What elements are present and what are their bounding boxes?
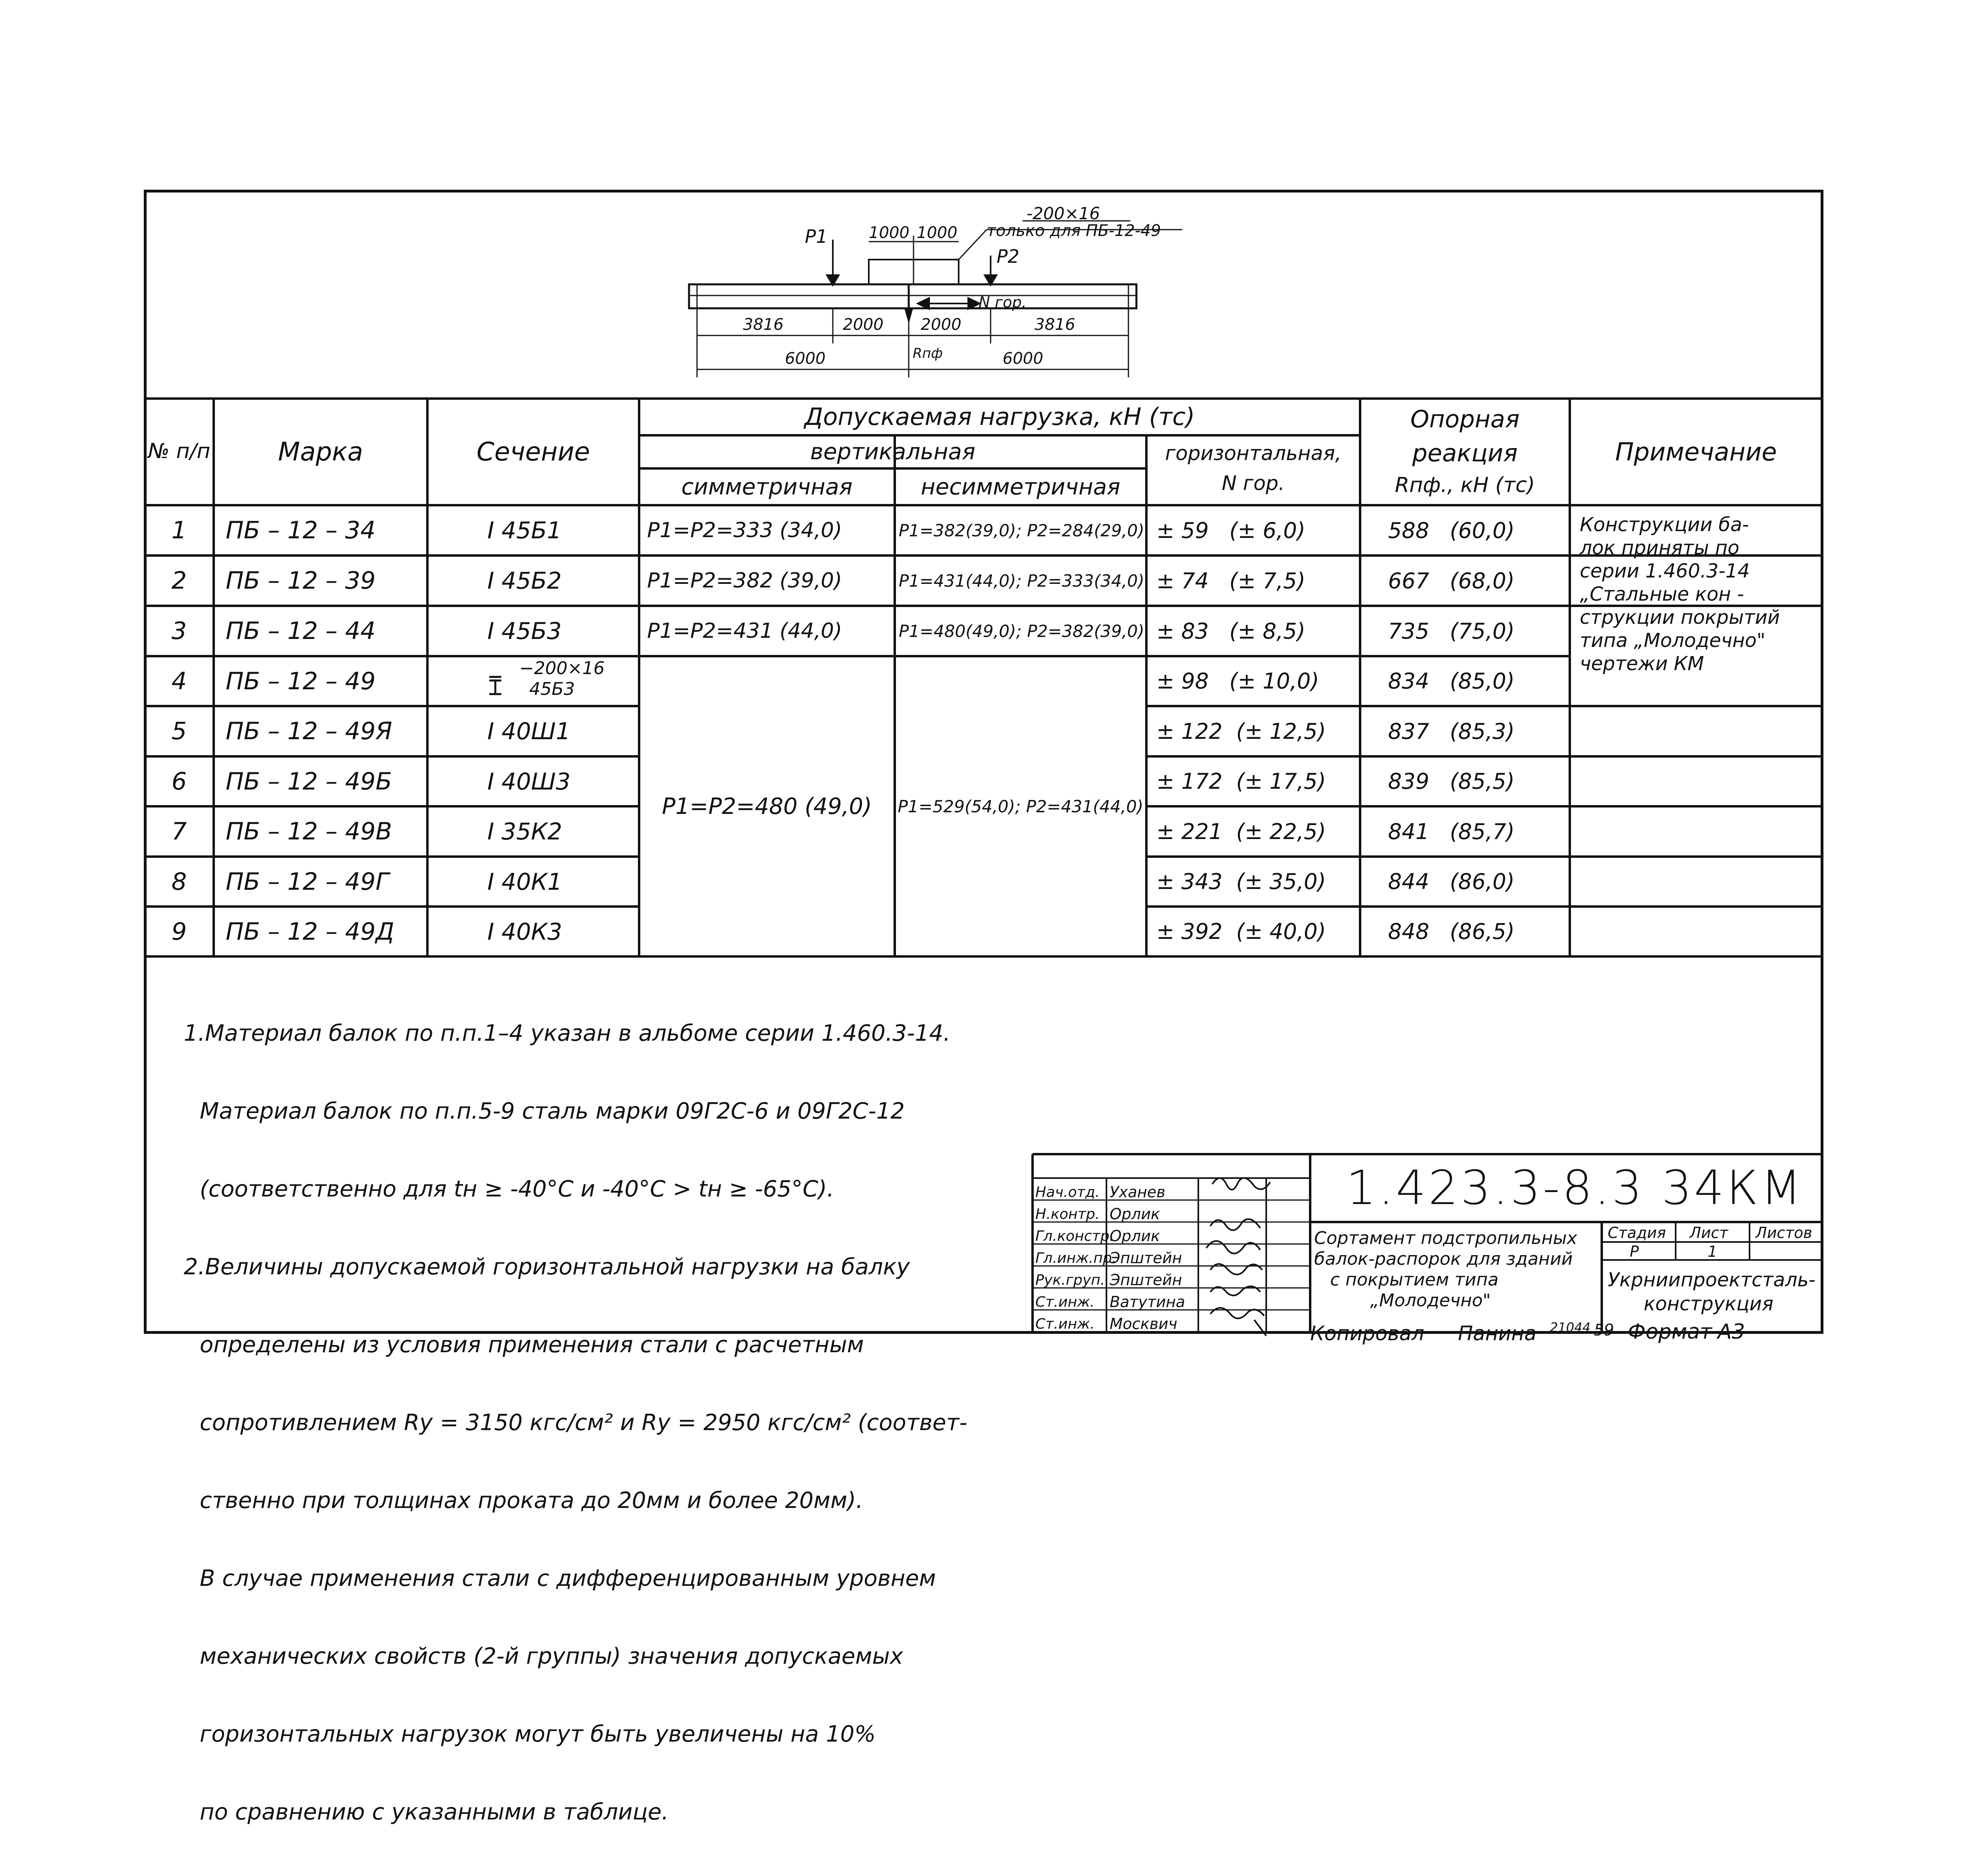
row3-react: 735 (75,0) xyxy=(1388,618,1515,644)
header-allowed-load: Допускаемая нагрузка, кН (тс) xyxy=(804,403,1195,431)
remark-line: серии 1.460.3-14 xyxy=(1580,560,1750,582)
p2-label: P2 xyxy=(997,246,1020,267)
title-roles xyxy=(1035,1181,1116,1335)
row1-hor: ± 59 (± 6,0) xyxy=(1156,518,1306,543)
note-line: механических свойств (2-й группы) значения допускаемых xyxy=(200,1643,903,1669)
description-line: „Молодечно" xyxy=(1370,1290,1491,1311)
row8-hor: ± 343 (± 35,0) xyxy=(1156,869,1326,894)
sheet-label: Лист xyxy=(1690,1224,1728,1242)
row6-mark: ПБ – 12 – 49Б xyxy=(226,767,392,796)
person-name: Ватутина xyxy=(1110,1293,1185,1311)
header-reaction-2: реакция xyxy=(1412,439,1518,467)
row6-section: I 40Ш3 xyxy=(487,768,571,795)
dim-1000b: 1000 xyxy=(917,224,957,242)
footer-copied-label: Копировал xyxy=(1310,1322,1424,1345)
row9-mark: ПБ – 12 – 49Д xyxy=(226,917,395,946)
dim-2000-left: 2000 xyxy=(843,315,884,334)
row8-section: I 40К1 xyxy=(487,868,562,895)
row3-hor: ± 83 (± 8,5) xyxy=(1156,618,1306,644)
row9-react: 848 (86,5) xyxy=(1388,919,1515,944)
role-label: Н.контр. xyxy=(1035,1206,1100,1222)
person-name: Эпштейн xyxy=(1110,1249,1182,1267)
note-line: 2.Величины допускаемой горизонтальной нагрузки на балку xyxy=(184,1254,910,1280)
header-num: № п/п xyxy=(148,439,211,463)
row9-num: 9 xyxy=(171,917,187,946)
row7-hor: ± 221 (± 22,5) xyxy=(1156,819,1326,844)
note-line: сопротивлением Ry = 3150 кгс/см² и Ry = 2950 кгс/см² (соответ- xyxy=(200,1410,967,1436)
row2-num: 2 xyxy=(171,567,187,595)
title-names xyxy=(1110,1181,1185,1335)
row2-asym: P1=431(44,0); P2=333(34,0) xyxy=(899,571,1144,591)
note-line: В случае применения стали с дифференцированным уровнем xyxy=(200,1565,936,1591)
dim-3816-left: 3816 xyxy=(743,315,784,334)
footer-copier: Панина xyxy=(1458,1322,1537,1345)
description-line: Сортамент подстропильных xyxy=(1314,1228,1577,1248)
row8-react: 844 (86,0) xyxy=(1388,869,1515,894)
row5-mark: ПБ – 12 – 49Я xyxy=(226,717,392,745)
row6-hor: ± 172 (± 17,5) xyxy=(1156,769,1326,794)
person-name: Уханев xyxy=(1110,1183,1166,1201)
row2-mark: ПБ – 12 – 39 xyxy=(226,567,376,595)
header-asymmetric: несимметричная xyxy=(921,474,1120,500)
row5-react: 837 (85,3) xyxy=(1388,718,1515,744)
stage-label: Стадия xyxy=(1608,1224,1666,1242)
row2-hor: ± 74 (± 7,5) xyxy=(1156,568,1306,593)
dim-6000-right: 6000 xyxy=(1003,349,1043,368)
note-line: Материал балок по п.п.5-9 сталь марки 09Г2С-6 и 09Г2С-12 xyxy=(200,1098,905,1124)
row7-mark: ПБ – 12 – 49В xyxy=(226,817,392,845)
row9-hor: ± 392 (± 40,0) xyxy=(1156,919,1326,944)
row1-num: 1 xyxy=(171,516,187,544)
header-mark: Марка xyxy=(278,437,363,467)
dim-3816-right: 3816 xyxy=(1035,315,1075,334)
row1-asym: P1=382(39,0); P2=284(29,0) xyxy=(899,520,1144,540)
header-symmetric: симметричная xyxy=(681,474,853,500)
remark-line: типа „Молодечно" xyxy=(1580,629,1766,652)
note-line: ственно при толщинах проката до 20мм и более 20мм). xyxy=(200,1488,863,1514)
row3-sym: P1=P2=431 (44,0) xyxy=(647,619,842,643)
footer-order: 21044 xyxy=(1550,1320,1591,1335)
remark-text xyxy=(1580,513,1780,675)
row2-sym: P1=P2=382 (39,0) xyxy=(647,569,842,593)
role-label: Гл.инж.пр. xyxy=(1035,1250,1117,1266)
role-label: Рук.груп. xyxy=(1035,1272,1105,1288)
row4-num: 4 xyxy=(171,667,187,695)
r-pf-label: Rпф xyxy=(913,345,943,361)
note-line: 1.Материал балок по п.п.1–4 указан в альбоме серии 1.460.3-14. xyxy=(184,1020,951,1046)
note-line: горизонтальных нагрузок могут быть увеличены на 10% xyxy=(200,1721,876,1747)
header-reaction: Опорная xyxy=(1410,405,1520,433)
remark-line: чертежи КМ xyxy=(1580,653,1704,675)
header-reaction-3: Rпф., кН (тс) xyxy=(1395,473,1535,497)
plate-note-label: только для ПБ-12-49 xyxy=(987,222,1161,240)
row4-hor: ± 98 (± 10,0) xyxy=(1156,669,1319,694)
row4-react: 834 (85,0) xyxy=(1388,669,1515,694)
role-label: Ст.инж. xyxy=(1035,1294,1095,1310)
role-label: Нач.отд. xyxy=(1035,1184,1100,1200)
remark-line: „Стальные кон - xyxy=(1580,583,1744,605)
dim-1000a: 1000 xyxy=(869,224,910,242)
role-label: Ст.инж. xyxy=(1035,1316,1095,1332)
dim-6000-left: 6000 xyxy=(785,349,826,368)
row5-section: I 40Ш1 xyxy=(487,718,571,745)
row4-section-top: −200×16 xyxy=(519,658,605,679)
role-label: Гл.констр. xyxy=(1035,1228,1114,1244)
row3-num: 3 xyxy=(171,617,187,645)
remark-line: лок приняты по xyxy=(1580,537,1740,559)
row7-num: 7 xyxy=(171,817,187,845)
row4-section-ibeam-icon xyxy=(487,675,503,695)
row8-mark: ПБ – 12 – 49Г xyxy=(226,867,389,896)
header-section: Сечение xyxy=(476,437,590,467)
row3-mark: ПБ – 12 – 44 xyxy=(226,617,376,645)
header-horizontal: горизонтальная, xyxy=(1165,442,1342,465)
note-line: по сравнению с указанными в таблице. xyxy=(200,1799,669,1825)
row2-react: 667 (68,0) xyxy=(1388,568,1515,593)
organization-line: конструкция xyxy=(1644,1293,1774,1315)
merged-sym-load: P1=P2=480 (49,0) xyxy=(662,793,872,819)
row1-sym: P1=P2=333 (34,0) xyxy=(647,518,842,542)
merged-asym-load: P1=529(54,0); P2=431(44,0) xyxy=(898,796,1144,816)
row7-section: I 35К2 xyxy=(487,818,562,845)
row5-num: 5 xyxy=(171,717,187,745)
description-line: с покрытием типа xyxy=(1330,1270,1499,1290)
drawing-description xyxy=(1314,1228,1577,1311)
row7-react: 841 (85,7) xyxy=(1388,819,1515,844)
header-vertical: вертикальная xyxy=(810,439,975,465)
n-gor-label: N гор. xyxy=(979,294,1027,311)
row6-react: 839 (85,5) xyxy=(1388,769,1515,794)
row1-mark: ПБ – 12 – 34 xyxy=(226,516,376,544)
note-line: определены из условия применения стали с расчетным xyxy=(200,1332,864,1358)
p1-label: P1 xyxy=(805,226,828,247)
person-name: Орлик xyxy=(1110,1227,1160,1245)
row6-num: 6 xyxy=(171,767,187,796)
row9-section: I 40К3 xyxy=(487,918,562,945)
drawing-code: 1.423.3-8.3 34КМ xyxy=(1346,1160,1804,1215)
person-name: Эпштейн xyxy=(1110,1271,1182,1289)
footer-format-value: А3 xyxy=(1718,1320,1745,1344)
organization-line: Укрниипроектсталь- xyxy=(1608,1269,1816,1291)
footer-format-label: Формат xyxy=(1628,1320,1712,1344)
row1-react: 588 (60,0) xyxy=(1388,518,1515,543)
row5-hor: ± 122 (± 12,5) xyxy=(1156,718,1326,744)
organization xyxy=(1608,1268,1815,1316)
plate-size-label: -200×16 xyxy=(1027,204,1100,223)
description-line: балок-распорок для зданий xyxy=(1314,1249,1573,1269)
remark-line: Конструкции ба- xyxy=(1580,514,1749,536)
header-note: Примечание xyxy=(1615,437,1777,466)
row4-section-bottom: 45Б3 xyxy=(529,679,575,699)
row8-num: 8 xyxy=(171,867,187,896)
signatures xyxy=(1206,1178,1270,1336)
row3-asym: P1=480(49,0); P2=382(39,0) xyxy=(899,621,1144,641)
row3-section: I 45Б3 xyxy=(487,617,562,645)
footer-number: 59 xyxy=(1594,1321,1614,1339)
row2-section: I 45Б2 xyxy=(487,567,562,594)
notes-block xyxy=(184,968,967,1851)
sheet-value: 1 xyxy=(1708,1243,1718,1260)
dim-2000-right: 2000 xyxy=(921,315,961,334)
stage-value: Р xyxy=(1630,1243,1639,1260)
person-name: Орлик xyxy=(1110,1205,1160,1223)
sheets-label: Листов xyxy=(1756,1224,1812,1242)
remark-line: струкции покрытий xyxy=(1580,606,1780,629)
row1-section: I 45Б1 xyxy=(487,517,562,544)
person-name: Москвич xyxy=(1110,1315,1178,1333)
header-horizontal-sub: N гор. xyxy=(1221,472,1285,495)
note-line: (соответственно для tн ≥ -40°C и -40°C > tн ≥ -65°C). xyxy=(200,1176,834,1202)
row4-mark: ПБ – 12 – 49 xyxy=(226,667,376,695)
